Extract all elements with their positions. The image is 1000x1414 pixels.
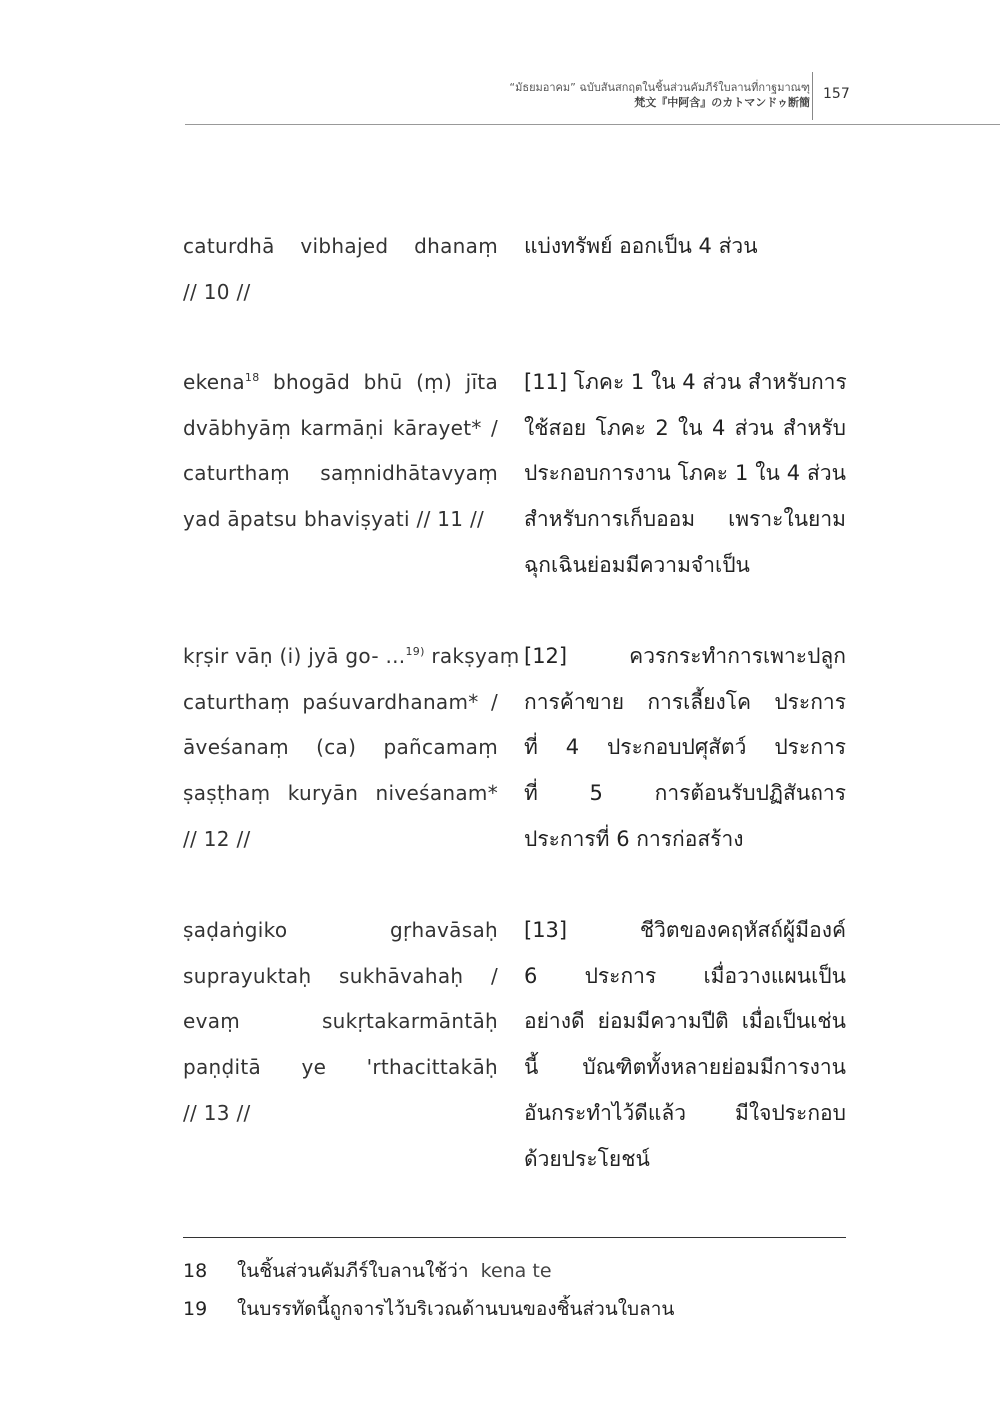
thai-line: ฉุกเฉินย่อมมีความจำเป็น xyxy=(524,552,750,577)
sanskrit-line: evaṃ sukṛtakarmāntāḥ xyxy=(183,1009,498,1034)
footnote-19 xyxy=(183,1294,674,1324)
sanskrit-word: rakṣyaṃ xyxy=(424,644,520,668)
sanskrit-text xyxy=(183,360,498,543)
sanskrit-word: ekena xyxy=(183,370,245,394)
thai-line: ใช้สอย โภคะ 2 ใน 4 ส่วน สำหรับ xyxy=(524,415,846,440)
thai-translation xyxy=(524,634,846,863)
footnote-18 xyxy=(183,1256,552,1286)
header-rule xyxy=(185,124,1000,125)
page-number: 157 xyxy=(823,86,850,102)
header-divider-vertical xyxy=(812,72,813,120)
footnote-latin: kena te xyxy=(480,1260,552,1282)
thai-line: ที่ 4 ประกอบปศุสัตว์ ประการ xyxy=(524,735,846,760)
sanskrit-line: // 13 // xyxy=(183,1100,251,1125)
running-header xyxy=(0,0,1000,130)
sanskrit-line xyxy=(183,634,520,680)
sanskrit-text xyxy=(183,634,520,863)
running-title xyxy=(509,80,810,110)
footnote-text: ในชิ้นส่วนคัมภีร์ใบลานใช้ว่า xyxy=(237,1260,469,1282)
running-title-thai: “มัธยมอาคม” ฉบับสันสกฤตในชิ้นส่วนคัมภีร์ใบลานที่กาฐมาณฑุ xyxy=(509,81,810,94)
thai-line: [13] ชีวิตของคฤหัสถ์ผู้มีองค์ xyxy=(524,918,846,942)
footnote-number: 18 xyxy=(183,1260,208,1282)
sanskrit-line: // 12 // xyxy=(183,826,251,851)
thai-line: อันกระทำไว้ดีแล้ว มีใจประกอบ xyxy=(524,1100,846,1125)
sanskrit-line: // 10 // xyxy=(183,279,251,304)
sanskrit-line xyxy=(183,360,498,406)
footnote-ref-18: 18 xyxy=(244,371,260,384)
sanskrit-line: caturthaṃ paśuvardhanam* / xyxy=(183,689,498,714)
thai-translation xyxy=(524,224,846,270)
footnote-rule xyxy=(183,1237,846,1238)
thai-translation xyxy=(524,360,846,589)
sanskrit-line: ṣaṣṭhaṃ kuryān niveśanam* xyxy=(183,781,498,806)
thai-line: การค้าขาย การเลี้ยงโค ประการ xyxy=(524,689,846,714)
sanskrit-line: caturdhā vibhajed dhanaṃ xyxy=(183,234,498,258)
running-title-japanese: 梵文『中阿含』のカトマンドゥ断簡 xyxy=(634,96,810,109)
sanskrit-text xyxy=(183,908,498,1137)
thai-line: นี้ บัณฑิตทั้งหลายย่อมมีการงาน xyxy=(524,1055,846,1080)
thai-line: แบ่งทรัพย์ ออกเป็น 4 ส่วน xyxy=(524,234,758,258)
sanskrit-line: yad āpatsu bhaviṣyati // 11 // xyxy=(183,507,485,532)
footnote-number: 19 xyxy=(183,1298,208,1320)
thai-line: ที่ 5 การต้อนรับปฏิสันถาร xyxy=(524,781,846,806)
sanskrit-line: dvābhyāṃ karmāṇi kārayet* / xyxy=(183,415,498,440)
thai-line: อย่างดี ย่อมมีความปีติ เมื่อเป็นเช่น xyxy=(524,1009,846,1034)
thai-line: 6 ประการ เมื่อวางแผนเป็น xyxy=(524,963,846,988)
sanskrit-text xyxy=(183,224,498,315)
thai-line: ประการที่ 6 การก่อสร้าง xyxy=(524,826,744,851)
sanskrit-line: paṇḍitā ye 'rthacittakāḥ xyxy=(183,1055,498,1080)
sanskrit-line: ṣaḍaṅgiko gṛhavāsaḥ xyxy=(183,918,498,942)
thai-line: ประกอบการงาน โภคะ 1 ใน 4 ส่วน xyxy=(524,461,846,486)
thai-line: [11] โภคะ 1 ใน 4 ส่วน สำหรับการ xyxy=(524,370,847,394)
thai-line: ด้วยประโยชน์ xyxy=(524,1146,650,1171)
footnote-ref-19: 19) xyxy=(405,645,425,658)
sanskrit-line: āveśanaṃ (ca) pañcamaṃ xyxy=(183,735,498,760)
sanskrit-line: suprayuktaḥ sukhāvahaḥ / xyxy=(183,963,498,988)
sanskrit-word: kṛṣir vāṇ (i) jyā go- ... xyxy=(183,644,406,668)
thai-line: [12] ควรกระทำการเพาะปลูก xyxy=(524,644,846,668)
thai-translation xyxy=(524,908,846,1182)
footnote-text: ในบรรทัดนี้ถูกจารไว้บริเวณด้านบนของชิ้นส่วนใบลาน xyxy=(237,1298,675,1320)
sanskrit-word: bhogād bhū (ṃ) jīta xyxy=(259,370,498,394)
thai-line: สำหรับการเก็บออม เพราะในยาม xyxy=(524,507,846,532)
sanskrit-line: caturthaṃ saṃnidhātavyaṃ xyxy=(183,461,498,486)
